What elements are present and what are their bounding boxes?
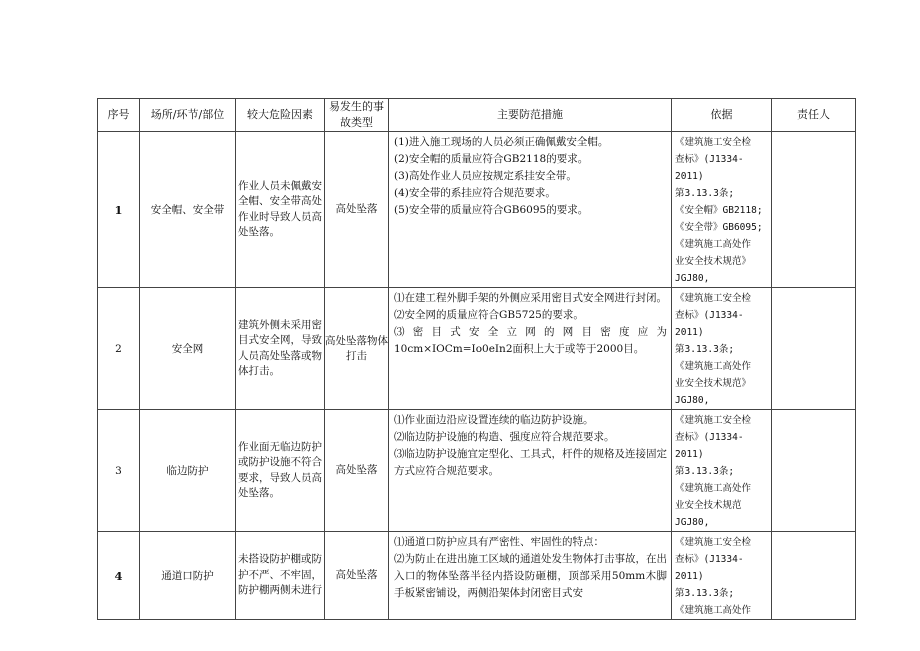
basis-line: 第3.13.3条; — [675, 588, 735, 599]
row-basis — [672, 410, 772, 532]
basis-line: 《建筑施工高处作 — [675, 239, 752, 250]
row-person — [772, 288, 856, 410]
row-person — [772, 132, 856, 288]
row-num: 4 — [98, 532, 140, 620]
basis-line: 第3.13.3条; — [675, 344, 735, 355]
basis-line: 《建筑施工高处作 — [675, 605, 752, 616]
basis-line: 《建筑施工安全检 — [675, 137, 752, 148]
basis-line: 第3.13.3条; — [675, 466, 735, 477]
header-person: 责任人 — [772, 99, 856, 132]
basis-line: 第3.13.3条; — [675, 188, 735, 199]
basis-line: 查标》(J1334-2011) — [675, 310, 744, 338]
measure-item: ⑵安全网的质量应符合GB5725的要求。 — [394, 309, 584, 321]
row-accident: 高处坠落 — [325, 532, 389, 620]
basis-line: 业安全技术规范 — [675, 500, 742, 511]
measure-item: ⑵为防止在进出施工区域的通道处发生物体打击事故，在出入口的物体坠落半径内搭设防砸棚，顶部采用50mm木脚手板紧密铺设，两侧沿架体封闭密目式安 — [394, 553, 667, 599]
basis-line: 《安全带》GB6095; — [675, 222, 763, 233]
row-place: 安全网 — [140, 288, 236, 410]
row-place: 通道口防护 — [140, 532, 236, 620]
header-row — [98, 99, 856, 132]
measure-item: ⑴作业面边沿应设置连续的临边防护设施。 — [394, 414, 594, 426]
header-measures: 主要防范措施 — [389, 99, 672, 132]
basis-line: 《建筑施工高处作 — [675, 361, 752, 372]
measure-item: (2)安全帽的质量应符合GB2118的要求。 — [394, 153, 589, 165]
table-row — [98, 410, 856, 532]
row-measures — [389, 410, 672, 532]
measure-item: (3)高处作业人员应按规定系挂安全带。 — [394, 170, 577, 182]
measure-item: (5)安全带的质量应符合GB6095的要求。 — [394, 204, 589, 216]
header-num: 序号 — [98, 99, 140, 132]
table-row — [98, 532, 856, 620]
row-num: 1 — [98, 132, 140, 288]
basis-line: 《建筑施工高处作 — [675, 483, 752, 494]
row-accident: 高处坠落 — [325, 132, 389, 288]
row-basis — [672, 532, 772, 620]
header-accident: 易发生的事故类型 — [325, 99, 389, 132]
table-row — [98, 132, 856, 288]
row-basis — [672, 132, 772, 288]
measure-item: ⑵临边防护设施的构造、强度应符合规范要求。 — [394, 431, 615, 443]
measure-item: ⑴通道口防护应具有严密性、牢固性的特点： — [394, 536, 604, 548]
header-risk: 较大危险因素 — [236, 99, 325, 132]
basis-line: 《建筑施工安全检 — [675, 537, 752, 548]
row-person — [772, 410, 856, 532]
row-person — [772, 532, 856, 620]
basis-line: JGJ80, — [675, 395, 710, 406]
measure-item: (4)安全带的系挂应符合规范要求。 — [394, 187, 556, 199]
basis-line: 《建筑施工安全检 — [675, 293, 752, 304]
basis-line: 查标》(J1334-2011) — [675, 554, 744, 582]
row-measures — [389, 288, 672, 410]
measure-item: ⑶密目式安全立网的网目密度应为10cm×IOCm=Io0eIn2面积上大于或等于2000目。 — [394, 326, 667, 355]
header-place: 场所/环节/部位 — [140, 99, 236, 132]
row-num: 2 — [98, 288, 140, 410]
row-risk: 作业面无临边防护或防护设施不符合要求，导致人员高处坠落。 — [236, 410, 325, 532]
row-place: 临边防护 — [140, 410, 236, 532]
row-basis — [672, 288, 772, 410]
header-basis: 依据 — [672, 99, 772, 132]
row-accident: 高处坠落 — [325, 410, 389, 532]
row-place: 安全帽、安全带 — [140, 132, 236, 288]
row-num: 3 — [98, 410, 140, 532]
basis-line: 《安全帽》GB2118; — [675, 205, 763, 216]
row-measures — [389, 532, 672, 620]
table-row — [98, 288, 856, 410]
measure-item: ⑴在建工程外脚手架的外侧应采用密目式安全网进行封闭。 — [394, 292, 667, 304]
row-accident: 高处坠落物体打击 — [325, 288, 389, 410]
measure-item: ⑶临边防护设施宜定型化、工具式，杆件的规格及连接固定方式应符合规范要求。 — [394, 448, 667, 477]
row-risk: 建筑外侧未采用密目式安全网，导致人员高处坠落或物体打击。 — [236, 288, 325, 410]
basis-line: 查标》(J1334-2011) — [675, 432, 744, 460]
basis-line: 《建筑施工安全检 — [675, 415, 752, 426]
row-measures — [389, 132, 672, 288]
basis-line: JGJ80, — [675, 517, 710, 528]
row-risk: 未搭设防护棚或防护不严、不牢固，防护棚两侧未进行 — [236, 532, 325, 620]
basis-line: 业安全技术规范》 — [675, 256, 752, 267]
measure-item: (1)进入施工现场的人员必须正确佩戴安全帽。 — [394, 136, 609, 148]
basis-line: 查标》(J1334-2011) — [675, 154, 744, 182]
basis-line: 业安全技术规范》 — [675, 378, 752, 389]
hazard-table — [97, 98, 856, 620]
basis-line: JGJ80, — [675, 273, 710, 284]
row-risk: 作业人员未佩戴安全帽、安全带高处作业时导致人员高处坠落。 — [236, 132, 325, 288]
